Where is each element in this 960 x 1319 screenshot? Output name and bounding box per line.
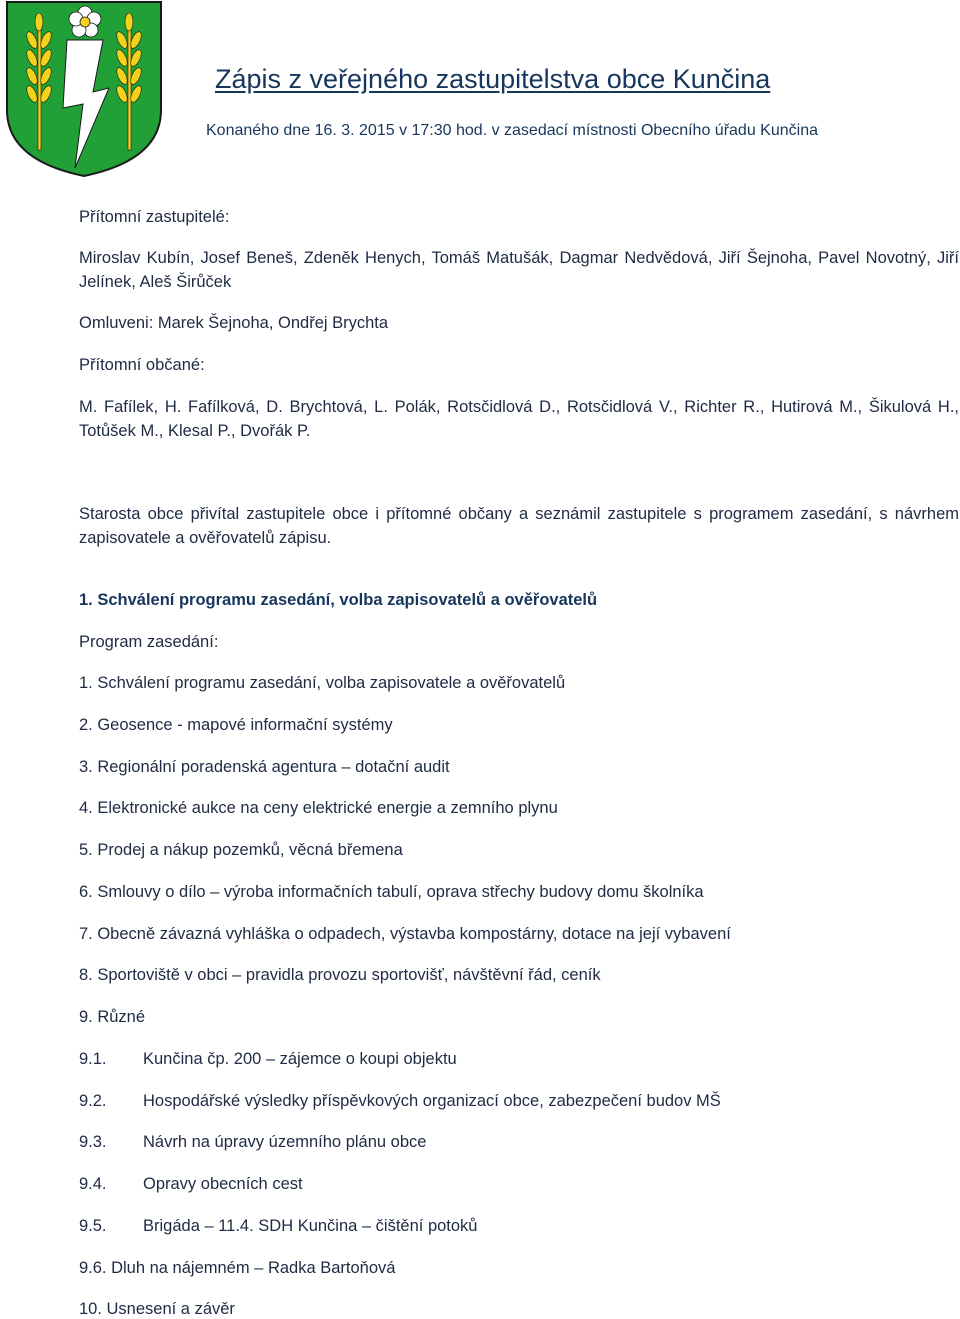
program-item: 6. Smlouvy o dílo – výroba informačních tabulí, oprava střechy budovy domu školníka (79, 883, 704, 901)
subitem-number: 9.2. (79, 1092, 107, 1110)
present-citizens-names: M. Fafílek, H. Fafílková, D. Brychtová, L. Polák, Rotsčidlová D., Rotsčidlová V., Richter R., Hutirová M., Šikulová H., Totůšek M., Klesal P., Dvořák P. (79, 398, 959, 440)
program-label: Program zasedání: (79, 633, 219, 651)
program-item: 8. Sportoviště v obci – pravidla provozu sportovišť, návštěvní řád, ceník (79, 966, 601, 984)
intro-paragraph: Starosta obce přivítal zastupitele obce i přítomné občany a seznámil zastupitele s programem zasedání, s návrhem zapisovatele a ověřovatelů zápisu. (79, 505, 959, 547)
program-item: 9. Různé (79, 1008, 146, 1026)
subitem-text: Opravy obecních cest (143, 1175, 303, 1193)
excused-members: Omluveni: Marek Šejnoha, Ondřej Brychta (79, 314, 389, 332)
program-item: 3. Regionální poradenská agentura – dotační audit (79, 758, 450, 776)
program-item-10: 10. Usnesení a závěr (79, 1300, 235, 1318)
subitem-number: 9.4. (79, 1175, 107, 1193)
present-members-names: Miroslav Kubín, Josef Beneš, Zdeněk Henych, Tomáš Matušák, Dagmar Nedvědová, Jiří Šejnoha, Pavel Novotný, Jiří Jelínek, Aleš Širůček (79, 249, 959, 291)
document-title: Zápis z veřejného zastupitelstva obce Kunčina (215, 64, 771, 94)
meeting-date-location: Konaného dne 16. 3. 2015 v 17:30 hod. v zasedací místnosti Obecního úřadu Kunčina (206, 122, 818, 139)
subitem-text: Brigáda – 11.4. SDH Kunčina – čištění potoků (143, 1217, 478, 1235)
program-item: 5. Prodej a nákup pozemků, věcná břemena (79, 841, 403, 859)
village-coat-of-arms (5, 0, 163, 178)
subitem-text: Návrh na úpravy územního plánu obce (143, 1133, 427, 1151)
program-item: 2. Geosence - mapové informační systémy (79, 716, 393, 734)
subitem-number: 9.3. (79, 1133, 107, 1151)
section-1-heading: 1. Schválení programu zasedání, volba zapisovatelů a ověřovatelů (79, 591, 598, 609)
present-citizens-label: Přítomní občané: (79, 356, 205, 374)
subitem-number: 9.5. (79, 1217, 107, 1235)
subitem-text: Kunčina čp. 200 – zájemce o koupi objektu (143, 1050, 457, 1068)
program-item: 1. Schválení programu zasedání, volba zapisovatele a ověřovatelů (79, 674, 566, 692)
subitem-9-6: 9.6. Dluh na nájemném – Radka Bartoňová (79, 1259, 396, 1277)
subitem-text: Hospodářské výsledky příspěvkových organizací obce, zabezpečení budov MŠ (143, 1092, 721, 1110)
program-item: 7. Obecně závazná vyhláška o odpadech, výstavba kompostárny, dotace na její vybavení (79, 925, 731, 943)
program-item: 4. Elektronické aukce na ceny elektrické energie a zemního plynu (79, 799, 558, 817)
subitem-number: 9.1. (79, 1050, 107, 1068)
present-members-label: Přítomní zastupitelé: (79, 208, 230, 226)
